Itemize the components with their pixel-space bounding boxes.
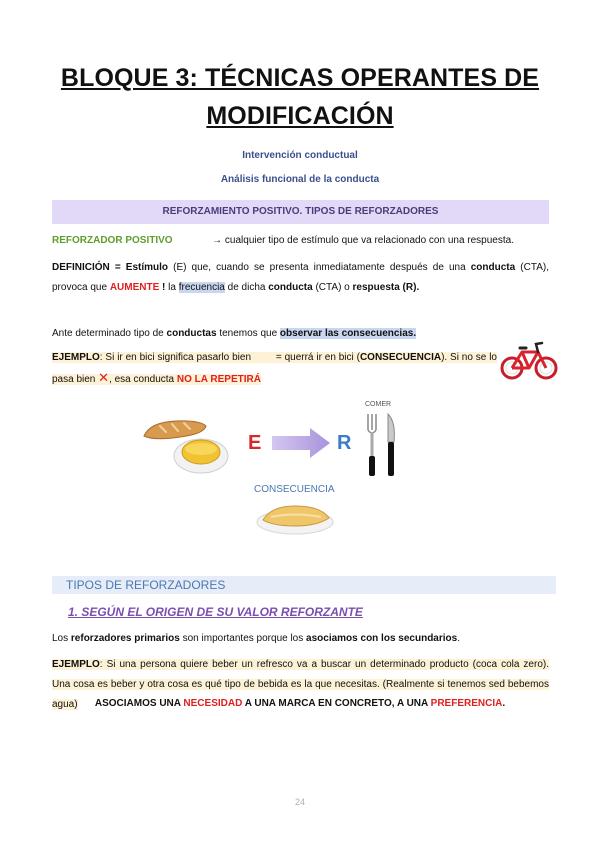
fork-knife-icon — [360, 412, 404, 478]
aumente-word: AUMENTE — [109, 282, 160, 293]
arrow-icon: → — [212, 235, 223, 246]
ante-text: Ante determinado tipo de — [52, 328, 167, 339]
exclamation: ! — [159, 282, 169, 293]
preferencia-word: PREFERENCIA — [430, 698, 503, 709]
bicycle-icon — [500, 336, 558, 382]
section-heading-origen: 1. SEGÚN EL ORIGEN DE SU VALOR REFORZANTE — [68, 605, 363, 619]
subtitle-analisis: Análisis funcional de la conducta — [220, 174, 380, 185]
primarios-text: . — [457, 633, 460, 644]
definicion-label: DEFINICIÓN = Estímulo — [52, 262, 169, 273]
arrow-right-icon — [270, 426, 332, 460]
asociamos-secundarios: asociamos con los secundarios — [306, 633, 458, 644]
tortilla-plate-icon — [172, 430, 230, 476]
definicion-text: (CTA), provoca que — [52, 262, 549, 293]
primarios-paragraph — [52, 629, 549, 649]
reforzadores-primarios: reforzadores primarios — [70, 633, 180, 644]
page-title-line1: BLOQUE 3: TÉCNICAS OPERANTES DE — [60, 64, 540, 92]
asociamos-text: ASOCIAMOS UNA — [94, 698, 184, 709]
definicion-text: (E) que, cuando se presenta inmediatamente después de una — [168, 262, 471, 273]
definicion-conducta: conducta — [470, 262, 516, 273]
ejemplo-label: EJEMPLO — [52, 352, 100, 363]
page-number: 24 — [294, 797, 305, 807]
conductas-word: conductas — [166, 328, 217, 339]
definicion-text: (CTA) o — [312, 282, 353, 293]
definicion-text: la — [168, 282, 179, 293]
definicion-text: (R). — [399, 282, 420, 293]
reforzador-label: REFORZADOR POSITIVO — [52, 235, 173, 246]
definicion-paragraph — [52, 258, 549, 298]
consecuencia-word: CONSECUENCIA — [359, 352, 442, 363]
primarios-text: Los — [52, 633, 71, 644]
definicion-respuesta: respuesta — [352, 282, 400, 293]
observar-highlight: observar las consecuencias. — [279, 328, 417, 339]
asociamos-text: A UNA MARCA EN CONCRETO, A UNA — [242, 698, 431, 709]
subtitle-intervencion: Intervención conductual — [242, 150, 358, 161]
reforzador-line — [52, 231, 549, 251]
ejemplo-text: : Si ir en bici significa pasarlo bien — [99, 352, 252, 363]
cross-mark-icon: ✕ — [98, 370, 110, 385]
ejemplo-text: : Si una persona quiere beber un refresco va a buscar un determinado producto (coca cola zero). Una cosa es beber y otra cosa es qué tipo de bebida es la que necesitas. (Realmente si tenemos sed bebemos agua) — [52, 659, 549, 710]
ante-text: tenemos que — [216, 328, 280, 339]
asociamos-text: . — [502, 698, 506, 709]
diagram-r-label: R — [337, 432, 352, 454]
bread-plate-icon — [255, 500, 335, 536]
comer-label: COMER — [365, 401, 392, 408]
ejemplo-text: = querrá ir en bici ( — [273, 352, 360, 363]
frecuencia-word: frecuencia — [178, 282, 225, 293]
necesidad-word: NECESIDAD — [183, 698, 243, 709]
no-repetira: NO LA REPETIRÁ — [176, 374, 261, 385]
page-title-line2: MODIFICACIÓN — [206, 102, 394, 130]
ejemplo1-paragraph — [52, 348, 497, 390]
section-band-reforzamiento: REFORZAMIENTO POSITIVO. TIPOS DE REFORZADORES — [52, 200, 549, 224]
definicion-conducta: conducta — [268, 282, 313, 293]
ante-paragraph — [52, 324, 549, 344]
diagram-e-label: E — [248, 432, 262, 454]
section-band-tipos: TIPOS DE REFORZADORES — [52, 576, 556, 594]
ejemplo-text: , esa conducta — [109, 374, 177, 385]
reforzador-text: cualquier tipo de estímulo que va relacionado con una respuesta. — [224, 235, 514, 246]
primarios-text: son importantes porque los — [179, 633, 307, 644]
ejemplo-text: ). Si no se lo pasa bien — [52, 352, 497, 385]
asociamos-line — [0, 698, 600, 709]
consecuencia-label: CONSECUENCIA — [254, 484, 335, 495]
definicion-text: de dicha — [224, 282, 269, 293]
ejemplo-label: EJEMPLO — [52, 659, 100, 670]
